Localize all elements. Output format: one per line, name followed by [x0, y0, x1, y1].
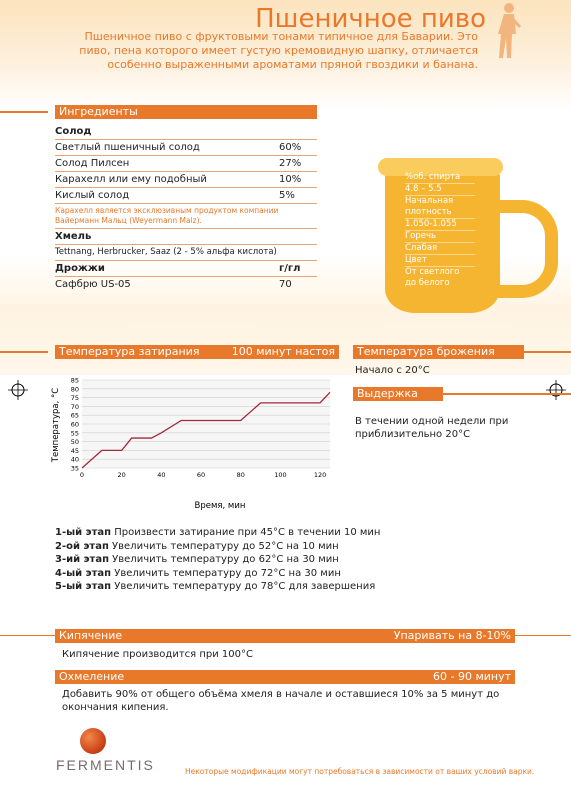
boil-title: Кипячение [59, 629, 123, 642]
chart-y-tick-label: 75 [70, 394, 79, 403]
chart-y-tick-label: 85 [70, 376, 79, 385]
chart-y-tick-label: 60 [70, 420, 79, 429]
spec-line: Горечь [405, 231, 475, 243]
page-title: Пшеничное пиво [255, 4, 486, 34]
table-row [55, 172, 317, 188]
malt-note: Карахелл является эксклюзивным продуктом компании Вайерманн Мальц (Weyermann Malz). [55, 204, 317, 229]
mash-title: Температура затирания [59, 345, 200, 358]
hops-row [55, 245, 317, 261]
aging-header: Выдержка [353, 387, 443, 401]
mash-header [55, 345, 339, 359]
chart-y-tick-label: 50 [70, 438, 79, 447]
yeast-name: Сафбрю US-05 [55, 279, 131, 290]
ingredients-header: Ингредиенты [55, 105, 317, 119]
chart-y-ticks [71, 377, 79, 473]
section-rule [443, 393, 571, 395]
spec-line: до белого [405, 278, 450, 288]
malt-name: Светлый пшеничный солод [55, 142, 200, 153]
malt-name: Кислый солод [55, 190, 130, 201]
chart-x-tick-label: 100 [274, 471, 287, 479]
fermentis-logo: FERMENTIS [56, 757, 155, 773]
page-subtitle: Пшеничное пиво с фруктовыми тонами типичное для Баварии. Это пиво, пена которого имеет густую кремовидную шапку, отличается особенно выраженными ароматами пряной гвоздики и банана. [79, 30, 478, 71]
hops-text: Tettnang, Herbrucker, Saaz (2 - 5% альфа кислота) [55, 247, 277, 257]
spec-line: Цвет [405, 255, 475, 267]
table-row [55, 140, 317, 156]
spec-line: %об. спирта [405, 172, 475, 184]
section-rule [0, 351, 48, 353]
hopping-text: Добавить 90% от общего объёма хмеля в начале и оставшиеся 10% за 5 минут до окончания кипения. [62, 689, 500, 713]
registration-mark-icon [8, 380, 28, 400]
chart-x-ticks [80, 471, 326, 479]
yeast-unit: г/гл [279, 263, 301, 274]
boil-reduction: Упаривать на 8-10% [393, 629, 511, 642]
section-rule [0, 111, 48, 113]
chart-y-tick-label: 65 [70, 411, 79, 420]
fermentation-text: Начало с 20°C [355, 365, 430, 376]
yeast-header: Дрожжи [55, 263, 105, 274]
chart-y-tick-label: 80 [70, 385, 79, 394]
chart-x-tick-label: 0 [79, 471, 85, 479]
chart-x-tick-label: 20 [117, 471, 126, 479]
spec-line: Слабая [405, 243, 475, 255]
list-item: 5-ый этап Увеличить температуру до 78°C для завершения [55, 581, 376, 592]
chart-x-label: Время, мин [194, 501, 246, 511]
mash-stages [55, 526, 380, 594]
brewer-silhouette-icon [492, 2, 522, 60]
list-item: 4-ый этап Увеличить температуру до 72°C на 30 мин [55, 567, 341, 579]
yeast-header-row [55, 261, 317, 277]
table-row [55, 188, 317, 204]
malt-name: Солод Пилсен [55, 158, 130, 169]
malt-value: 60% [279, 142, 302, 153]
ingredients-table [55, 124, 317, 292]
chart-y-tick-label: 70 [70, 402, 79, 411]
spec-line: Начальная [405, 196, 454, 206]
list-item: 3-ий этап Увеличить температуру до 62°C на 30 мин [55, 554, 339, 565]
aging-text: В течении одной недели при приблизительно 20°C [355, 416, 509, 440]
fermentation-header: Температура брожения [353, 345, 524, 359]
chart-y-tick-label: 45 [70, 446, 79, 455]
spec-line: 4.8 – 5.5 [405, 184, 475, 196]
hops-header: Хмель [55, 229, 317, 245]
beer-specs [405, 172, 475, 289]
boil-header [55, 629, 515, 643]
mash-chart [50, 375, 340, 515]
chart-x-tick-label: 80 [236, 471, 245, 479]
chart-x-tick-label: 60 [196, 471, 206, 479]
spec-line: От светлого [405, 267, 460, 277]
chart-y-tick-label: 40 [70, 455, 79, 464]
table-row [55, 277, 317, 292]
spec-line: 1.050-1.055 [405, 219, 475, 231]
chart-x-tick-label: 40 [157, 471, 166, 479]
chart-x-tick-label: 120 [313, 471, 327, 479]
malt-value: 27% [279, 158, 302, 169]
section-rule [524, 351, 571, 353]
hopping-header [55, 670, 515, 684]
malt-value: 10% [279, 174, 302, 185]
yeast-value: 70 [279, 279, 292, 290]
hopping-duration: 60 - 90 минут [432, 670, 511, 683]
chart-y-tick-label: 55 [70, 429, 79, 438]
list-item: 2-ой этап Увеличить температуру до 52°C на 10 мин [55, 540, 339, 552]
list-item: 1-ый этап Произвести затирание при 45°C в течении 10 мин [55, 527, 381, 538]
registration-mark-icon [546, 380, 566, 400]
malt-header: Солод [55, 124, 317, 140]
chart-y-label: Температура, °C [51, 387, 61, 463]
table-row [55, 156, 317, 172]
footer-note: Некоторые модификации могут потребоваться в зависимости от ваших условий варки. [185, 767, 535, 776]
boil-text: Кипячение производится при 100°C [62, 649, 253, 660]
mash-duration: 100 минут настоя [231, 345, 335, 358]
malt-name: Карахелл или ему подобный [55, 174, 207, 185]
spec-line: плотность [405, 207, 475, 219]
hopping-title: Охмеление [59, 670, 125, 683]
fermentis-logo-icon [80, 728, 106, 754]
chart-y-tick-label: 35 [70, 464, 79, 473]
malt-value: 5% [279, 190, 295, 201]
